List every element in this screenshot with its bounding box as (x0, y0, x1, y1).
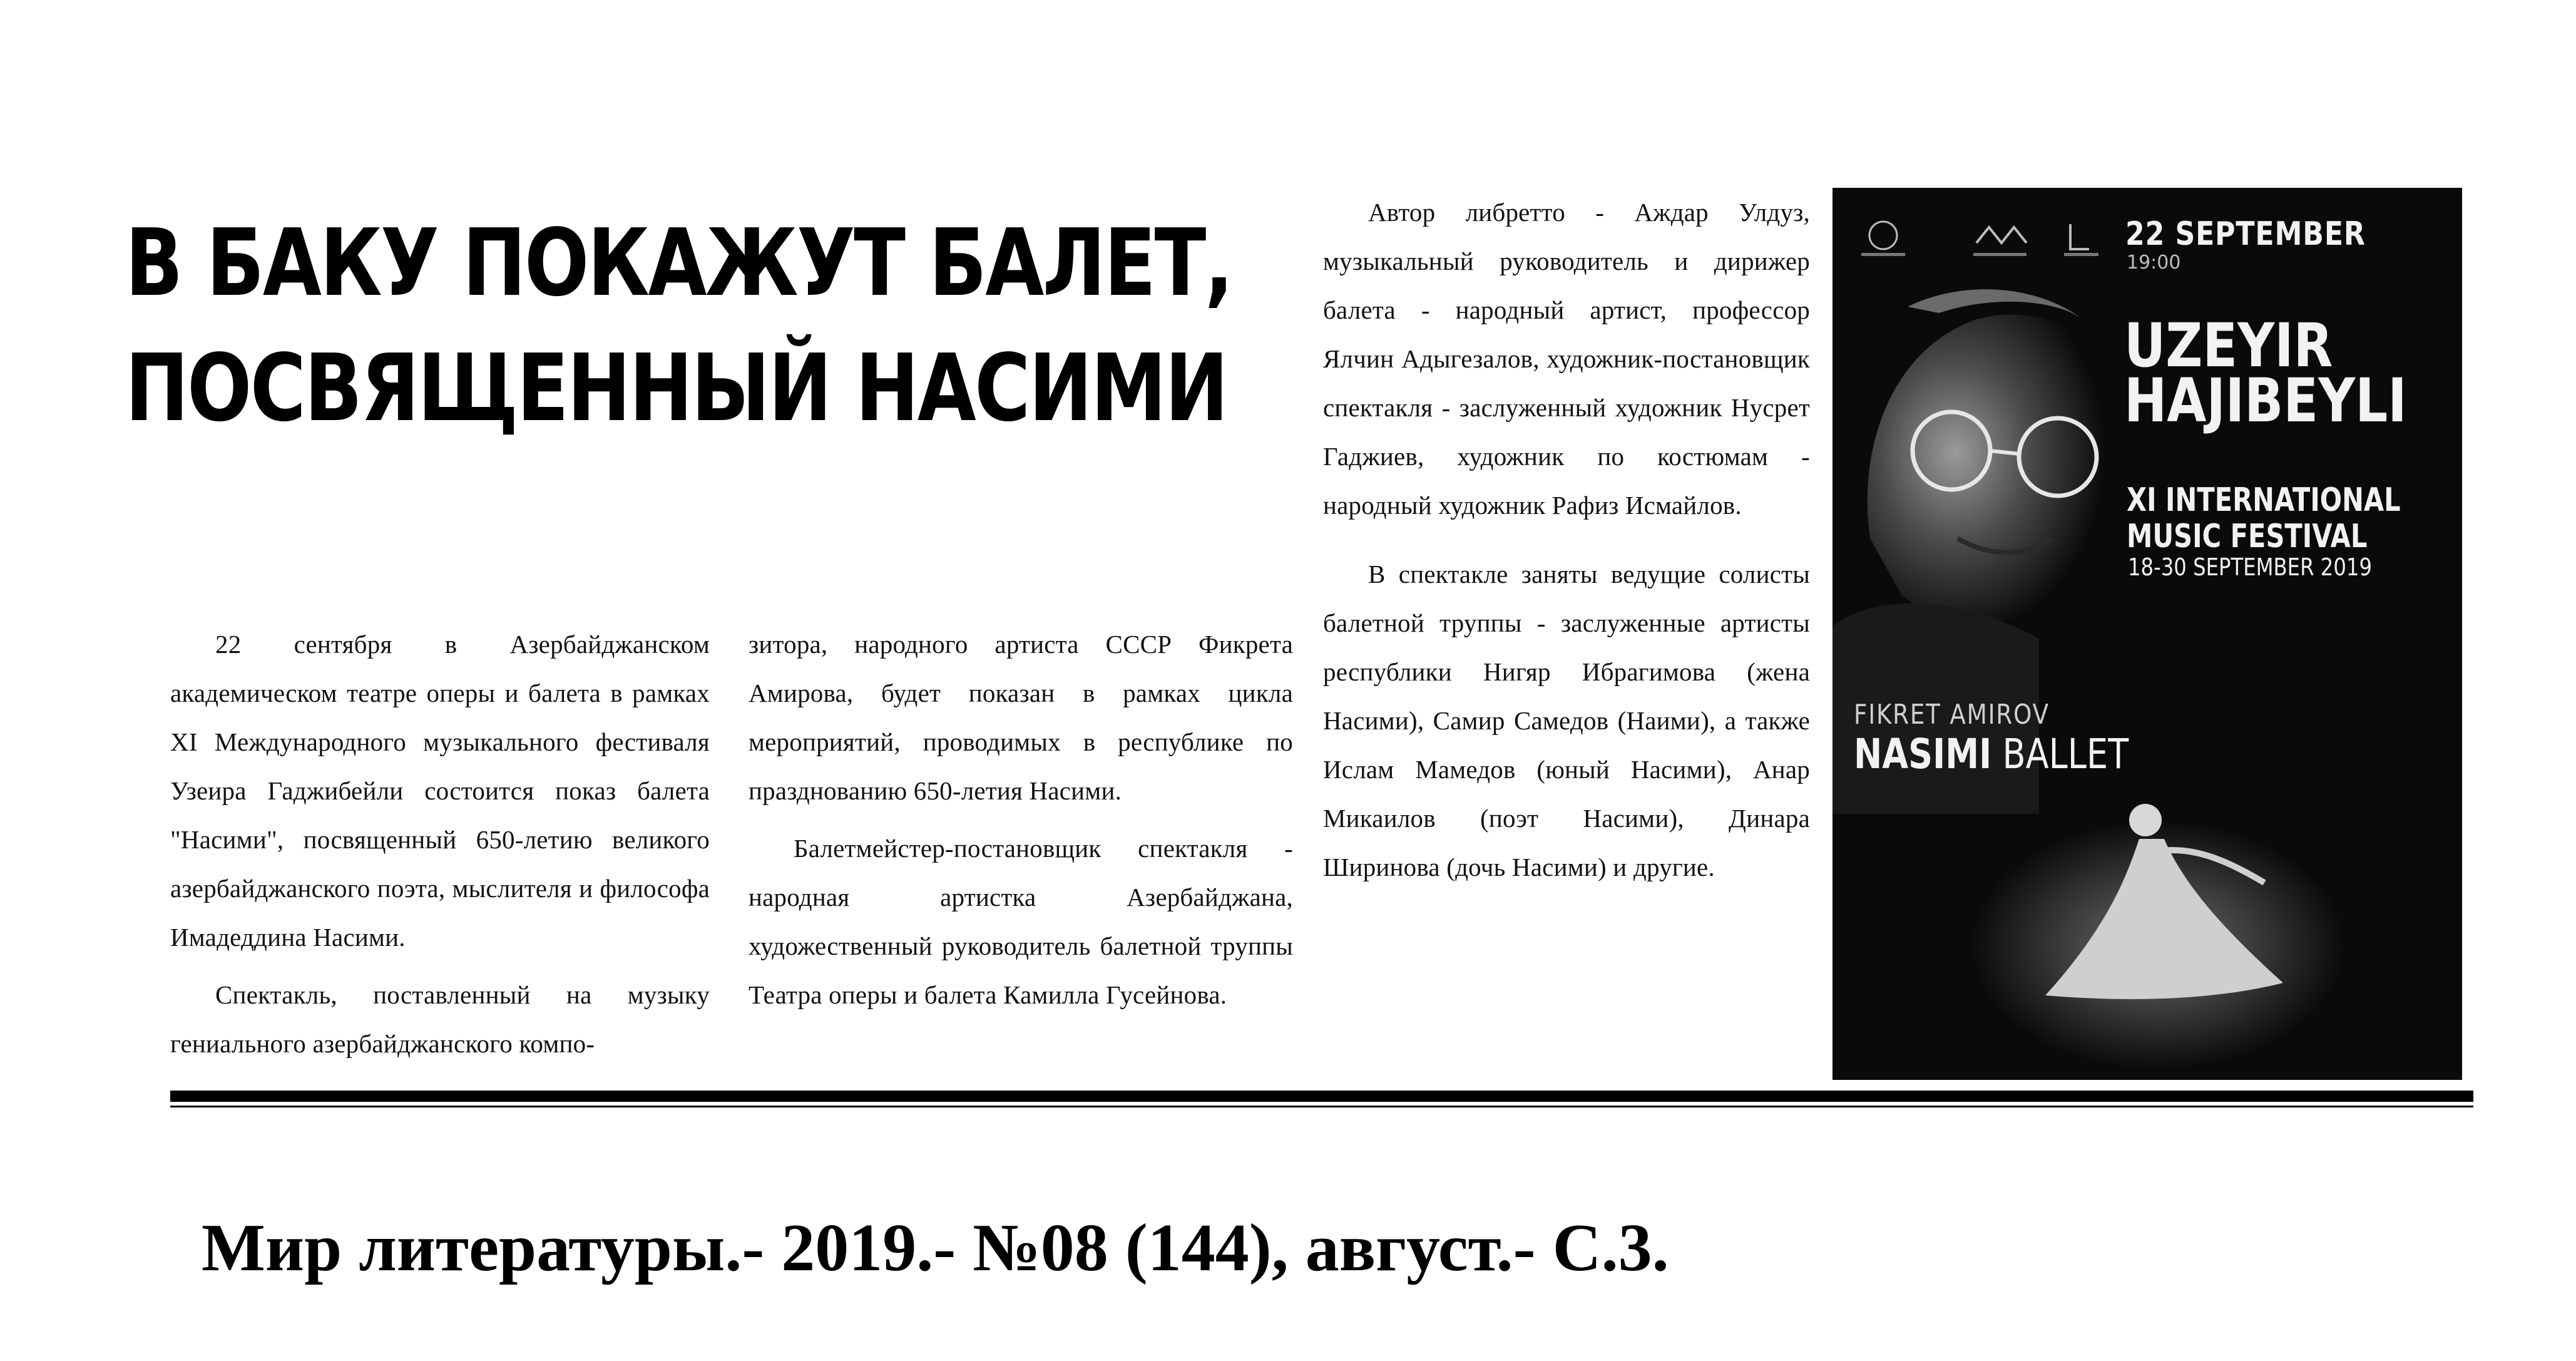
article-column-1 (170, 620, 710, 1077)
festival-poster (1832, 188, 2462, 1080)
bottom-rule-thin (170, 1106, 2473, 1107)
paragraph: 22 сентября в Азербайджанском академическом театре оперы и балета в рамках XI Международного музыкального фестиваля Узеира Гаджибейли состоится показ балета "Насими", посвященный 650-летию великого азербайджанского поэта, мыслителя и философа Имадеддина Насими. (170, 630, 710, 952)
poster-subtitle-line-2: MUSIC FESTIVAL (2127, 518, 2368, 555)
source-citation: Мир литературы.- 2019.- №08 (144), август.- С.3. (202, 1211, 1669, 1285)
paragraph: зитора, народного артиста СССР Фикрета Амирова, будет показан в рамках цикла мероприятий, проводимых в республике по празднованию 650-летия Насими. (749, 630, 1293, 805)
paragraph: Балетмейстер-постановщик спектакля - народная артистка Азербайджана, художественный руководитель балетной труппы Театра оперы и балета Камилла Гусейнова. (749, 834, 1293, 1009)
headline-line-1: В БАКУ ПОКАЖУТ БАЛЕТ, (125, 209, 1232, 317)
poster-subtitle-line-1: XI INTERNATIONAL (2127, 481, 2401, 519)
dancer-figure (1970, 804, 2346, 1071)
headline-line-2: ПОСВЯЩЕННЫЙ НАСИМИ (125, 334, 1227, 442)
bottom-rule (170, 1091, 2473, 1102)
article-column-3 (1323, 188, 1810, 912)
article-column-2 (749, 620, 1293, 1028)
poster-title-line-1: UZEYIR (2124, 311, 2333, 381)
poster-time: 19:00 (2127, 252, 2181, 274)
poster-title-line-2: HAJIBEYLI (2124, 366, 2407, 436)
article-headline (125, 200, 1232, 451)
poster-composer: FIKRET AMIROV (1854, 699, 2050, 731)
poster-festival-dates: 18-30 SEPTEMBER 2019 (2128, 553, 2373, 581)
poster-festival-title (2124, 311, 2407, 436)
paragraph: В спектакле заняты ведущие солисты балетной труппы - заслуженные артисты республики Нигяр Ибрагимова (жена Насими), Самир Самедов (Наими), а также Ислам Мамедов (юный Насими), Анар Микаилов (поэт Насими), Динара Ширинова (дочь Насими) и другие. (1323, 560, 1810, 881)
poster-festival-subtitle (2127, 482, 2401, 555)
poster-ballet-title (1854, 730, 2129, 778)
poster-ballet-bold: NASIMI (1854, 730, 1992, 778)
poster-date: 22 SEPTEMBER (2125, 215, 2366, 253)
paragraph: Автор либретто - Аждар Улдуз, музыкальный руководитель и дирижер балета - народный артист, профессор Ялчин Адыгезалов, художник-постановщик спектакля - заслуженный художник Нусрет Гаджиев, художник по костюмам - народный художник Рафиз Исмайлов. (1323, 198, 1810, 520)
poster-ballet-rest: BALLET (1991, 730, 2129, 778)
paragraph: Спектакль, поставленный на музыку гениального азербайджанского компо- (170, 980, 710, 1058)
